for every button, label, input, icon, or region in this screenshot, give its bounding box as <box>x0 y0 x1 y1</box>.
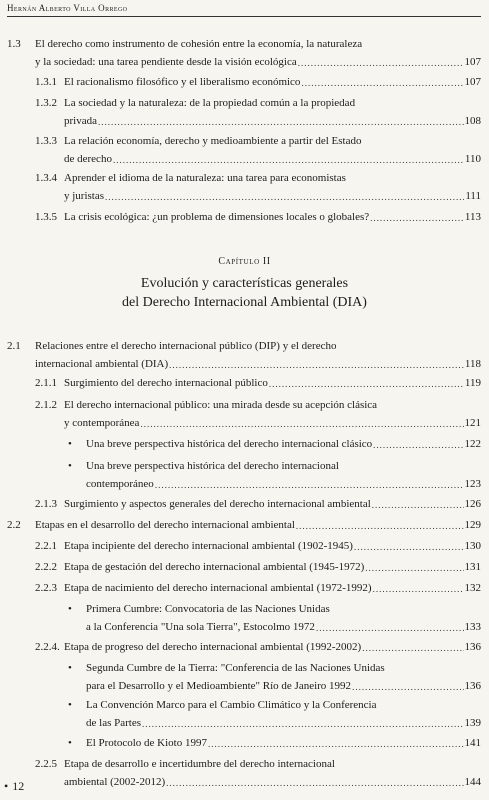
toc-bullet: • <box>68 699 72 711</box>
dot-leader <box>301 79 463 87</box>
toc-entry-title: Aprender el idioma de la naturaleza: una tarea para economistas <box>64 172 346 184</box>
toc-page-number: 107 <box>464 56 481 68</box>
toc-entry-title: Etapas en el desarrollo del derecho internacional ambiental <box>35 519 295 531</box>
toc-entry-title: de las Partes <box>86 717 141 729</box>
dot-leader <box>362 644 463 652</box>
toc-entry-number: 2.2 <box>7 519 21 531</box>
chapter-title-line-1: Evolución y características generales <box>140 276 349 291</box>
dot-leader <box>316 624 464 632</box>
toc-page-number: 126 <box>464 498 481 510</box>
toc-page-number: 131 <box>464 561 481 573</box>
toc-bullet: • <box>68 603 72 615</box>
toc-entry-title: El derecho internacional público: una mirada desde su acepción clásica <box>64 399 378 411</box>
toc-page-number: 113 <box>464 211 481 223</box>
page-number: 12 <box>12 779 25 793</box>
toc-entry-title: Etapa de progreso del derecho internacional ambiental (1992-2002) <box>64 641 362 653</box>
toc-page-number: 122 <box>464 438 481 450</box>
toc-page-number: 139 <box>464 717 481 729</box>
toc-entry-title: Segunda Cumbre de la Tierra: "Conferencia de las Naciones Unidas <box>86 662 385 674</box>
toc-page-number: 108 <box>464 115 481 127</box>
toc-entry-title: Primera Cumbre: Convocatoria de las Naciones Unidas <box>86 603 330 615</box>
running-header: Hernán Alberto Villa Orrego <box>7 2 481 17</box>
dot-leader <box>155 481 464 489</box>
toc-entry-title: a la Conferencia "Una sola Tierra", Estocolmo 1972 <box>86 621 315 633</box>
toc-entry-title: La Convención Marco para el Cambio Climático y la Conferencia <box>86 699 377 711</box>
toc-entry-number: 1.3.3 <box>35 135 57 147</box>
toc-entry-title: y la sociedad: una tarea pendiente desde la visión ecológica <box>35 56 297 68</box>
toc-entry-number: 1.3.1 <box>35 76 57 88</box>
toc-entry-title: Etapa de desarrollo e incertidumbre del derecho internacional <box>64 758 335 770</box>
toc-entry-number: 2.2.5 <box>35 758 57 770</box>
toc-entry-title: Etapa de gestación del derecho internacional ambiental (1945-1972) <box>64 561 365 573</box>
toc-entry-title: y juristas <box>64 190 105 202</box>
toc-entry-title: Surgimiento del derecho internacional público <box>64 377 268 389</box>
toc-bullet: • <box>68 460 72 472</box>
dot-leader <box>352 683 463 691</box>
dot-leader <box>296 522 464 530</box>
toc-entry-title: Etapa incipiente del derecho internacional ambiental (1902-1945) <box>64 540 353 552</box>
toc-entry-title: El racionalismo filosófico y el liberalismo económico <box>64 76 301 88</box>
toc-bullet: • <box>68 438 72 450</box>
toc-entry-number: 2.2.4. <box>35 641 60 653</box>
toc-entry-title: privada <box>64 115 97 127</box>
dot-leader <box>208 740 464 748</box>
toc-entry-title: ambiental (2002-2012) <box>64 776 166 788</box>
toc-entry-title: Surgimiento y aspectos generales del derecho internacional ambiental <box>64 498 371 510</box>
toc-entry-number: 2.2.3 <box>35 582 57 594</box>
dot-leader <box>370 214 464 222</box>
dot-leader <box>372 501 464 509</box>
toc-entry-title: contemporáneo <box>86 478 154 490</box>
toc-entry-title: Una breve perspectiva histórica del derecho internacional <box>86 460 339 472</box>
dot-leader <box>142 720 464 728</box>
dot-leader <box>98 118 464 126</box>
dot-leader <box>373 585 464 593</box>
dot-leader <box>354 543 464 551</box>
toc-entry-number: 2.1.2 <box>35 399 57 411</box>
toc-entry-number: 1.3 <box>7 38 21 50</box>
toc-entry-number: 1.3.4 <box>35 172 57 184</box>
dot-leader <box>105 193 464 201</box>
toc-entry-title: Una breve perspectiva histórica del derecho internacional clásico <box>86 438 373 450</box>
dot-leader <box>140 420 463 428</box>
toc-page-number: 123 <box>464 478 481 490</box>
dot-leader <box>373 441 463 449</box>
dot-leader <box>169 361 464 369</box>
toc-entry-number: 2.1 <box>7 340 21 352</box>
dot-leader <box>298 59 464 67</box>
toc-entry-number: 2.2.1 <box>35 540 57 552</box>
toc-page-number: 119 <box>464 377 481 389</box>
toc-entry-title: internacional ambiental (DIA) <box>35 358 169 370</box>
toc-entry-number: 2.2.2 <box>35 561 57 573</box>
toc-page-number: 141 <box>464 737 481 749</box>
toc-page-number: 130 <box>464 540 481 552</box>
toc-entry-number: 2.1.3 <box>35 498 57 510</box>
toc-bullet: • <box>68 662 72 674</box>
toc-entry-title: La sociedad y la naturaleza: de la propiedad común a la propiedad <box>64 97 356 109</box>
page-folio <box>4 779 24 794</box>
dot-leader <box>365 564 463 572</box>
dot-leader <box>166 779 463 787</box>
toc-entry-number: 1.3.5 <box>35 211 57 223</box>
dot-leader <box>113 156 464 164</box>
toc-entry-title: Etapa de nacimiento del derecho internacional ambiental (1972-1992) <box>64 582 372 594</box>
toc-page-number: 118 <box>464 358 481 370</box>
toc-page-number: 107 <box>464 76 481 88</box>
toc-entry-number: 1.3.2 <box>35 97 57 109</box>
toc-page-number: 110 <box>464 153 481 165</box>
toc-page-number: 133 <box>464 621 481 633</box>
toc-entry-title: La crisis ecológica: ¿un problema de dimensiones locales o globales? <box>64 211 370 223</box>
toc-page-number: 111 <box>465 190 481 202</box>
folio-bullet: • <box>4 779 9 793</box>
toc-entry-title: para el Desarrollo y el Medioambiente" Río de Janeiro 1992 <box>86 680 352 692</box>
dot-leader <box>269 380 464 388</box>
toc-bullet: • <box>68 737 72 749</box>
toc-entry-title: y contemporánea <box>64 417 140 429</box>
toc-entry-title: El derecho como instrumento de cohesión entre la economía, la naturaleza <box>35 38 363 50</box>
toc-entry-title: Relaciones entre el derecho internacional público (DIP) y el derecho <box>35 340 337 352</box>
toc-entry-title: La relación economía, derecho y medioambiente a partir del Estado <box>64 135 362 147</box>
toc-page-number: 129 <box>464 519 481 531</box>
toc-page-number: 136 <box>464 641 481 653</box>
toc-entry-title: El Protocolo de Kioto 1997 <box>86 737 207 749</box>
toc-entry-number: 2.1.1 <box>35 377 57 389</box>
toc-page-number: 132 <box>464 582 481 594</box>
chapter-title-line-2: del Derecho Internacional Ambiental (DIA) <box>122 295 367 310</box>
chapter-label: Capítulo II <box>218 256 271 267</box>
toc-page-number: 121 <box>464 417 481 429</box>
toc-entry-title: de derecho <box>64 153 112 165</box>
toc-page-number: 136 <box>464 680 481 692</box>
toc-page-number: 144 <box>464 776 481 788</box>
